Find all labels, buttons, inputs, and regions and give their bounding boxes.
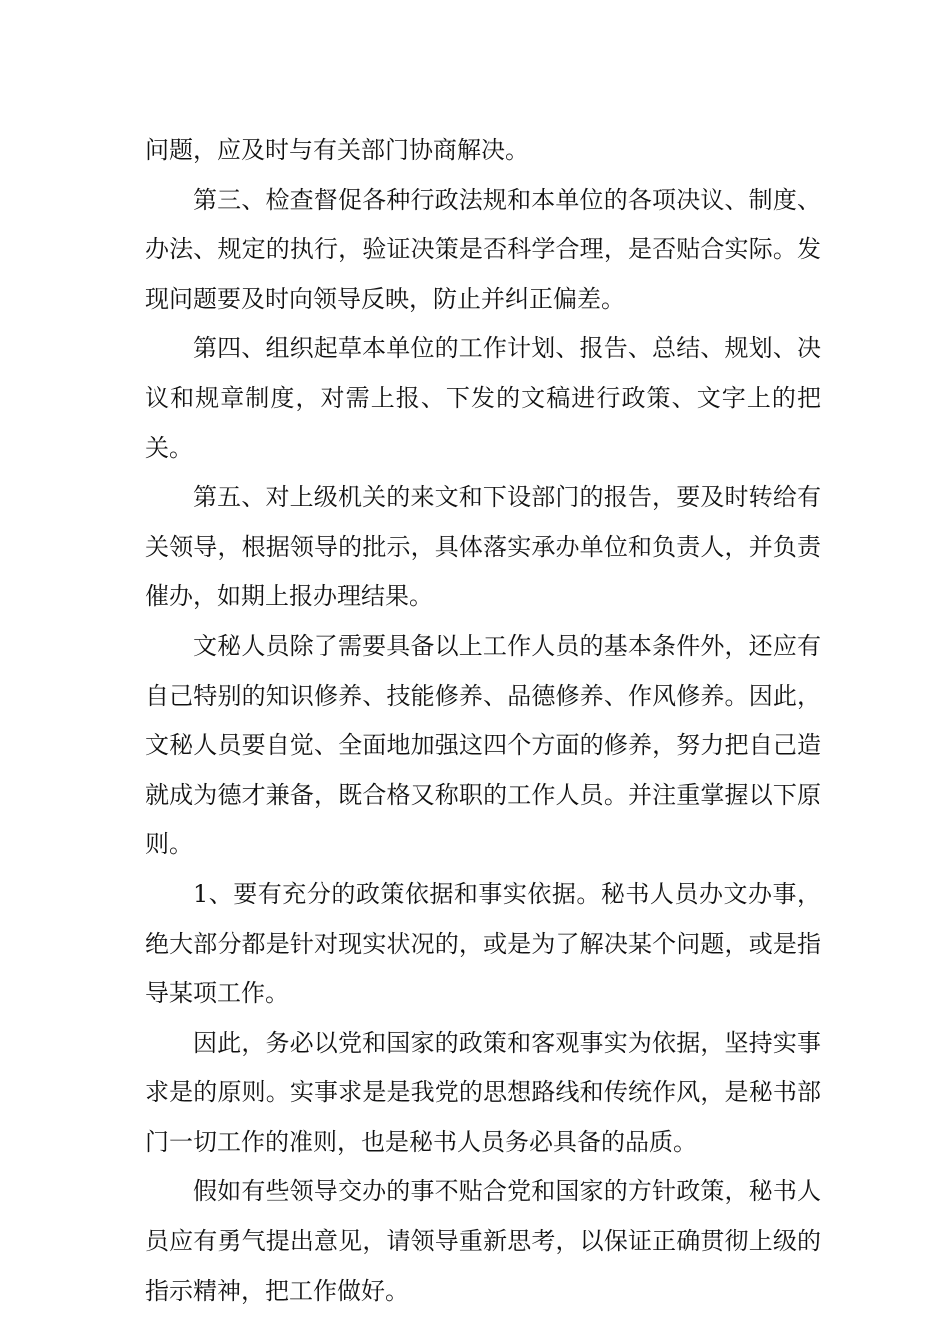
paragraph-5: 文秘人员除了需要具备以上工作人员的基本条件外，还应有自己特别的知识修养、技能修养、品德修养、作风修养。因此，文秘人员要自觉、全面地加强这四个方面的修养，努力把自己造就成为德才兼备，既合格又称职的工作人员。并注重掌握以下原则。: [145, 631, 821, 859]
paragraph-3: 第四、组织起草本单位的工作计划、报告、总结、规划、决议和规章制度，对需上报、下发的文稿进行政策、文字上的把关。: [145, 334, 821, 462]
document-body: [145, 126, 821, 1316]
paragraph-4: 第五、对上级机关的来文和下设部门的报告，要及时转给有关领导，根据领导的批示，具体落实承办单位和负责人，并负责催办，如期上报办理结果。: [145, 483, 821, 611]
paragraph-2: 第三、检查督促各种行政法规和本单位的各项决议、制度、办法、规定的执行，验证决策是否科学合理，是否贴合实际。发现问题要及时向领导反映，防止并纠正偏差。: [145, 185, 821, 313]
paragraph-1: 问题，应及时与有关部门协商解决。: [145, 136, 529, 164]
paragraph-6: 1、要有充分的政策依据和事实依据。秘书人员办文办事，绝大部分都是针对现实状况的，或是为了解决某个问题，或是指导某项工作。: [145, 879, 821, 1008]
paragraph-8: 假如有些领导交办的事不贴合党和国家的方针政策，秘书人员应有勇气提出意见，请领导重新思考，以保证正确贯彻上级的指示精神，把工作做好。: [145, 1177, 821, 1305]
paragraph-7: 因此，务必以党和国家的政策和客观事实为依据，坚持实事求是的原则。实事求是是我党的思想路线和传统作风，是秘书部门一切工作的准则，也是秘书人员务必具备的品质。: [145, 1028, 821, 1156]
